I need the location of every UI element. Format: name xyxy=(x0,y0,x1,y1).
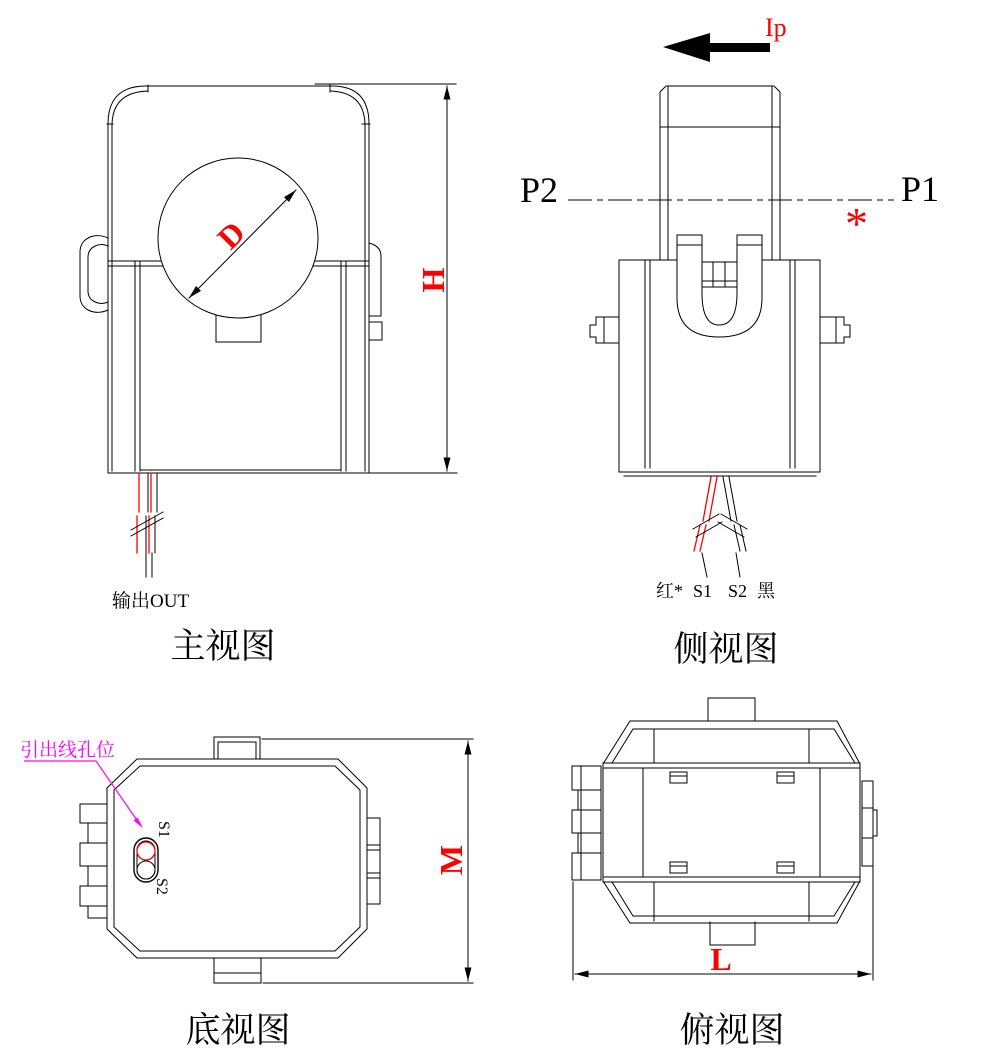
top-tab xyxy=(708,698,755,721)
wire-black-label: 黑 xyxy=(757,581,775,601)
latch-block xyxy=(702,262,737,287)
bottom-bottom-tab xyxy=(214,958,261,983)
wire-s1-label: S1 xyxy=(693,581,713,601)
side-wire-red xyxy=(694,477,717,551)
bottom-view-group xyxy=(20,737,473,1050)
top-octagon-outer xyxy=(603,721,860,923)
s2-hole xyxy=(137,861,155,879)
side-hook-left xyxy=(590,317,619,343)
bottom-hinge-teeth xyxy=(80,804,107,918)
output-label: 输出OUT xyxy=(112,591,190,612)
bottom-view-caption: 底视图 xyxy=(185,1011,291,1050)
wire-break-marks xyxy=(131,512,163,536)
polarity-asterisk: * xyxy=(845,198,868,249)
current-direction-arrow xyxy=(663,33,770,62)
clip xyxy=(670,772,687,783)
hinge-bump-inner xyxy=(88,245,108,304)
top-view-group xyxy=(572,698,877,1050)
lead-hole-callout: 引出线孔位 xyxy=(20,740,116,761)
width-label: M xyxy=(433,844,469,876)
hinge-tooth xyxy=(572,853,601,880)
callout-leader xyxy=(24,761,141,826)
side-hook-right xyxy=(820,317,850,343)
front-body-outline xyxy=(108,86,369,473)
bottom-s1-label: S1 xyxy=(155,821,172,838)
top-latch-detail xyxy=(862,781,873,866)
hinge-tooth xyxy=(572,810,601,833)
bottom-top-tab-inner xyxy=(218,742,256,758)
side-wire-tails xyxy=(702,553,740,577)
top-latch-lines xyxy=(862,808,873,838)
hinge-tooth xyxy=(88,823,107,843)
bottom-latch-lines xyxy=(367,845,380,878)
callout-leader-arrowhead xyxy=(134,818,144,829)
bottom-octagon-outer xyxy=(107,759,367,958)
hinge-tooth xyxy=(80,843,107,866)
top-band-lines xyxy=(603,763,860,882)
front-wire-tails xyxy=(146,553,152,577)
bottom-latch-detail xyxy=(367,818,380,904)
clip xyxy=(777,862,794,873)
top-clips xyxy=(670,772,794,873)
side-view-group xyxy=(520,13,939,669)
p1-label: P1 xyxy=(901,169,940,209)
wire-red-label: 红* xyxy=(656,581,683,601)
latch-slot-inner-u xyxy=(702,245,737,325)
top-inner-top-contour xyxy=(612,729,855,763)
hinge-tooth xyxy=(572,766,601,790)
hinge-tooth xyxy=(80,804,107,823)
latch-tongue-notch xyxy=(216,315,261,342)
side-view-caption: 侧视图 xyxy=(673,630,779,669)
top-latch-bump xyxy=(873,810,877,836)
p2-label: P2 xyxy=(520,170,559,210)
side-wire-black xyxy=(723,477,746,551)
hinge-tooth xyxy=(80,886,107,906)
hinge-bump-outer xyxy=(80,236,108,313)
wire-s2-label: S2 xyxy=(728,581,748,601)
top-inner-rect-walls xyxy=(643,768,820,877)
top-view-caption: 俯视图 xyxy=(679,1011,785,1050)
side-body-walls xyxy=(645,260,795,468)
height-label: H xyxy=(415,267,451,293)
side-wire-break-marks xyxy=(693,514,747,537)
primary-current-label: Ip xyxy=(765,13,787,42)
front-latch-hook xyxy=(370,322,382,340)
front-view-group xyxy=(80,84,457,666)
side-body-bottom xyxy=(619,472,820,476)
front-latch-tab xyxy=(369,243,381,316)
latch-bars xyxy=(677,235,762,245)
top-inner-bottom-contour xyxy=(612,882,855,916)
hinge-tooth xyxy=(88,906,107,918)
side-post-outline xyxy=(660,86,780,260)
top-short-verticals xyxy=(654,729,809,921)
front-wire-red xyxy=(137,473,151,553)
length-label: L xyxy=(710,941,732,977)
top-hinge-teeth xyxy=(572,766,601,880)
s1-hole xyxy=(137,842,155,860)
latch-slot-outer-u xyxy=(677,245,762,337)
latch-block-lines xyxy=(702,262,737,287)
clip-inner-lines xyxy=(670,776,794,866)
clip xyxy=(777,772,794,783)
side-post-inner-lines xyxy=(668,87,772,260)
bottom-s2-label: S2 xyxy=(153,878,170,895)
clip xyxy=(670,862,687,873)
hinge-tooth xyxy=(88,866,107,886)
front-seam-lines xyxy=(108,261,369,266)
front-view-caption: 主视图 xyxy=(170,627,276,666)
diameter-label: D xyxy=(210,214,252,256)
bottom-top-tab xyxy=(214,737,260,759)
front-inner-walls xyxy=(135,261,346,471)
